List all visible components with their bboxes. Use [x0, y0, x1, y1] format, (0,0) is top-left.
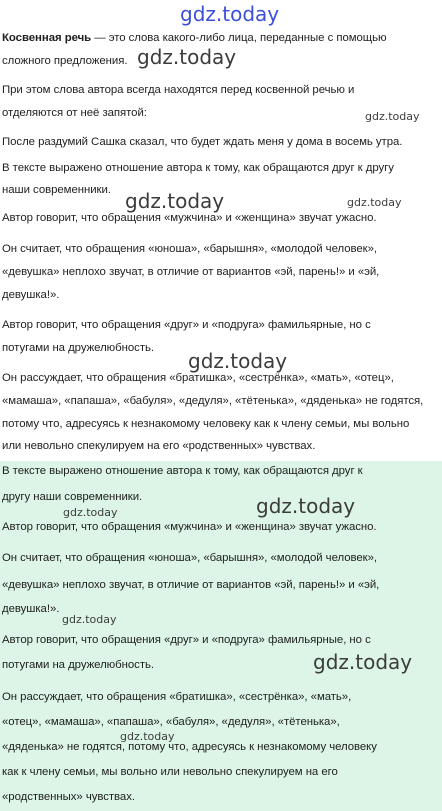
text-line: потугами на дружелюбность. — [2, 342, 154, 354]
answer-line: как к члену семьи, мы вольно или невольно спекулируем на его — [2, 766, 338, 778]
text-line: Он считает, что обращения «юноша», «барышня», «молодой человек», — [2, 243, 377, 255]
text-line: Автор говорит, что обращения «друг» и «подруга» фамильярные, но с — [2, 319, 371, 331]
watermark-text: gdz.today — [256, 494, 356, 518]
watermark-text: gdz.today — [347, 196, 402, 209]
watermark-text: gdz.today — [120, 730, 175, 743]
text-line: Он рассуждает, что обращения «братишка», «сестрёнка», «мать», «отец», — [2, 372, 394, 384]
text-line: потому что, адресуясь к незнакомому человеку как к члену семьи, мы вольно — [2, 418, 410, 430]
answer-line: «родственных» чувствах. — [2, 791, 135, 803]
watermark-text: gdz.today — [137, 45, 237, 69]
answer-line: Автор говорит, что обращения «мужчина» и «женщина» звучат ужасно. — [2, 521, 377, 533]
watermark-text: gdz.today — [313, 650, 413, 674]
rule-line-1: При этом слова автора всегда находятся перед косвенной речью и — [2, 84, 355, 96]
text-line: В тексте выражено отношение автора к тому, как обращаются друг к другу — [2, 162, 394, 174]
answer-line: Автор говорит, что обращения «друг» и «подруга» фамильярные, но с — [2, 634, 371, 646]
definition-text: — это слова какого-либо лица, переданные с помощью — [91, 32, 387, 44]
definition-line-2: сложного предложения. — [2, 55, 128, 67]
watermark-text: gdz.today — [188, 349, 288, 373]
answer-line: В тексте выражено отношение автора к тому, как обращаются друг к — [2, 465, 363, 477]
watermark-text: gdz.today — [63, 506, 118, 519]
answer-line: «дяденька» не годятся, потому что, адресуясь к незнакомому человеку — [2, 741, 377, 753]
answer-line: другу наши современники. — [2, 491, 143, 503]
text-line: Автор говорит, что обращения «мужчина» и «женщина» звучат ужасно. — [2, 212, 377, 224]
answer-line: Он считает, что обращения «юноша», «барышня», «молодой человек», — [2, 552, 377, 564]
rule-line-2: отделяются от неё запятой: — [2, 107, 147, 119]
term-bold: Косвенная речь — [2, 32, 92, 44]
answer-line: потугами на дружелюбность. — [2, 659, 154, 671]
answer-line: «девушка» неплохо звучат, в отличие от вариантов «эй, парень!» и «эй, — [2, 579, 380, 591]
answer-line: девушка!». — [2, 603, 60, 615]
watermark-text: gdz.today — [365, 110, 420, 123]
text-line: или невольно спекулируем на его «родственных» чувствах. — [2, 440, 316, 452]
text-line: «мамаша», «папаша», «бабуля», «дедуля», «тётенька», «дяденька» не годятся, — [2, 395, 424, 407]
answer-line: Он рассуждает, что обращения «братишка», «сестрёнка», «мать», — [2, 691, 352, 703]
example-sentence: После раздумий Сашка сказал, что будет ждать меня у дома в восемь утра. — [2, 136, 403, 148]
watermark-text: gdz.today — [62, 613, 117, 626]
watermark-text: gdz.today — [125, 189, 225, 213]
text-line: девушка!». — [2, 289, 60, 301]
text-line: «девушка» неплохо звучат, в отличие от вариантов «эй, парень!» и «эй, — [2, 266, 380, 278]
watermark-text: gdz.today — [180, 2, 280, 26]
answer-line: «отец», «мамаша», «папаша», «бабуля», «дедуля», «тётенька», — [2, 716, 340, 728]
text-line: наши современники. — [2, 184, 111, 196]
